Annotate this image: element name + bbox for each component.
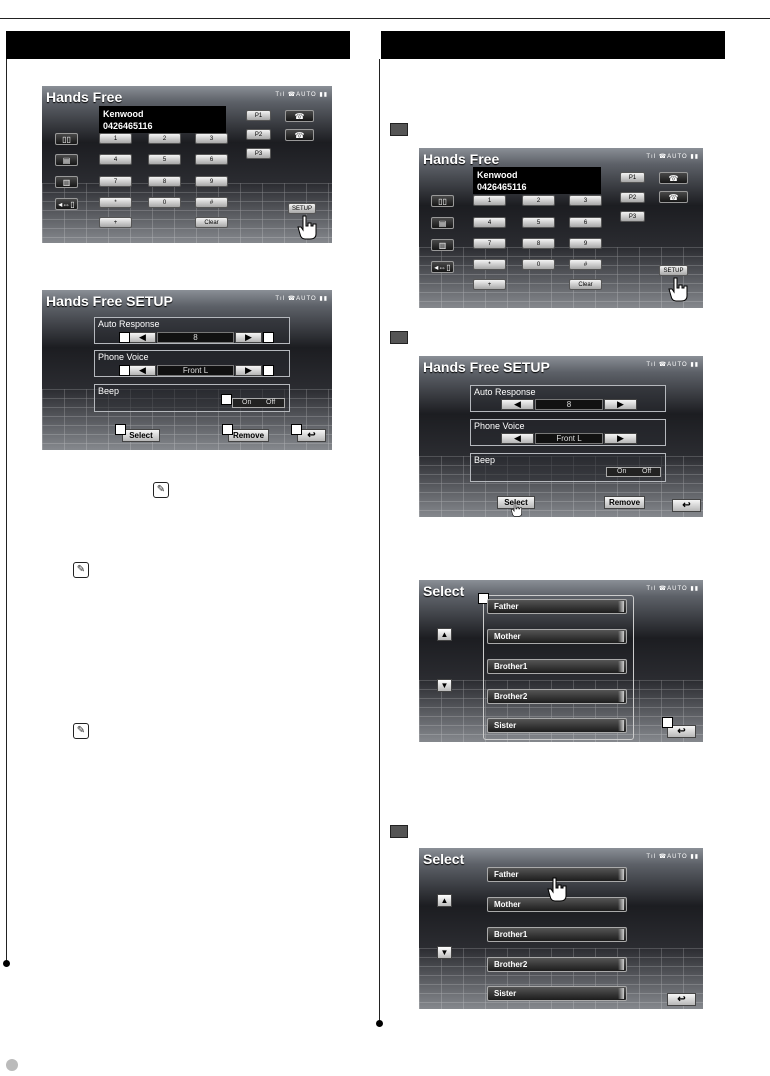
key-plus[interactable]: +: [473, 279, 506, 290]
phonebook-icon[interactable]: ▯▯: [431, 195, 454, 207]
list-item[interactable]: Brother2: [487, 689, 627, 704]
hand-pointer-icon: [506, 502, 528, 517]
page-marker: [6, 1059, 18, 1071]
hangup-icon[interactable]: ☎: [285, 129, 314, 141]
return-icon[interactable]: ↩: [667, 993, 696, 1006]
phone-voice-value: Front L: [157, 365, 234, 376]
screen-title: Hands Free: [423, 151, 500, 167]
left-column-rule: [6, 59, 7, 962]
hand-pointer-icon: [547, 876, 569, 902]
return-icon[interactable]: ↩: [297, 429, 326, 442]
voice-switch-icon[interactable]: ◂⇔▯: [431, 261, 454, 273]
dial-log-icon[interactable]: ▥: [431, 239, 454, 251]
auto-response-label: Auto Response: [474, 387, 536, 397]
callout-box: [291, 424, 302, 435]
dial-log-icon[interactable]: ▥: [55, 176, 78, 188]
scroll-up-icon[interactable]: ▲: [437, 628, 452, 641]
list-item[interactable]: Father: [487, 599, 627, 614]
beep-toggle[interactable]: [232, 398, 285, 408]
key-8[interactable]: 8: [522, 238, 555, 249]
step-marker-1: [390, 123, 408, 136]
phone-voice-panel: [470, 419, 666, 446]
list-item[interactable]: Brother1: [487, 927, 627, 942]
phone-voice-left-icon[interactable]: ◀: [501, 433, 534, 444]
caller-number: 0426465116: [477, 182, 527, 192]
list-item[interactable]: Father: [487, 867, 627, 882]
hand-pointer-icon: [668, 276, 690, 302]
status-icons: Tıl ☎AUTO ▮▮: [646, 154, 699, 160]
key-6[interactable]: 6: [195, 154, 228, 165]
call-list-icon[interactable]: ▤: [55, 154, 78, 166]
setup-button[interactable]: SETUP: [288, 203, 316, 214]
beep-on: On: [242, 399, 252, 406]
caller-name: Kenwood: [477, 170, 518, 180]
setup-wrench-icon: ✎: [73, 562, 89, 578]
screen-title: Hands Free: [46, 89, 123, 105]
call-icon[interactable]: ☎: [285, 110, 314, 122]
key-7[interactable]: 7: [473, 238, 506, 249]
key-9[interactable]: 9: [569, 238, 602, 249]
key-star[interactable]: *: [473, 259, 506, 270]
voice-switch-icon[interactable]: ◂⇔▯: [55, 198, 78, 210]
setup-button[interactable]: SETUP: [659, 265, 688, 276]
callout-box: [662, 717, 673, 728]
beep-toggle[interactable]: [606, 467, 661, 477]
phone-voice-right-icon[interactable]: ▶: [604, 433, 637, 444]
preset-p2[interactable]: P2: [246, 129, 271, 140]
key-5[interactable]: 5: [148, 154, 181, 165]
auto-response-panel: [94, 317, 290, 344]
hands-free-screen: [419, 148, 703, 308]
key-star[interactable]: *: [99, 197, 132, 208]
scroll-down-icon[interactable]: ▼: [437, 679, 452, 692]
list-item[interactable]: Sister: [487, 718, 627, 733]
left-end-dot: [3, 960, 10, 967]
key-1[interactable]: 1: [99, 133, 132, 144]
callout-box: [221, 394, 232, 405]
phone-voice-right-icon[interactable]: ▶: [235, 365, 262, 376]
caller-display: [473, 167, 601, 194]
phone-voice-label: Phone Voice: [98, 352, 149, 362]
step-marker-3: [390, 825, 408, 838]
call-list-icon[interactable]: ▤: [431, 217, 454, 229]
phonebook-icon[interactable]: ▯▯: [55, 133, 78, 145]
key-3[interactable]: 3: [569, 195, 602, 206]
beep-label: Beep: [474, 455, 496, 465]
right-column-rule: [379, 59, 380, 1022]
top-rule: [0, 18, 770, 19]
key-hash[interactable]: #: [569, 259, 602, 270]
screen-title: Hands Free SETUP: [46, 293, 173, 309]
auto-response-right-icon[interactable]: ▶: [235, 332, 262, 343]
key-0[interactable]: 0: [522, 259, 555, 270]
auto-response-right-icon[interactable]: ▶: [604, 399, 637, 410]
phone-voice-value: Front L: [535, 433, 603, 444]
remove-button[interactable]: Remove: [604, 496, 645, 509]
list-item[interactable]: Mother: [487, 897, 627, 912]
key-0[interactable]: 0: [148, 197, 181, 208]
select-screen: [419, 580, 703, 742]
status-icons: Tıl ☎AUTO ▮▮: [646, 854, 699, 860]
screen-title: Select: [423, 851, 465, 867]
call-icon[interactable]: ☎: [659, 172, 688, 184]
phone-voice-label: Phone Voice: [474, 421, 525, 431]
preset-p3[interactable]: P3: [246, 148, 271, 159]
key-7[interactable]: 7: [99, 176, 132, 187]
key-hash[interactable]: #: [195, 197, 228, 208]
preset-p1[interactable]: P1: [246, 110, 271, 121]
auto-response-left-icon[interactable]: ◀: [129, 332, 156, 343]
auto-response-label: Auto Response: [98, 319, 160, 329]
setup-wrench-icon: ✎: [153, 482, 169, 498]
hands-free-screen: [42, 86, 332, 243]
beep-panel: [94, 384, 290, 412]
phone-voice-left-icon[interactable]: ◀: [129, 365, 156, 376]
auto-response-left-icon[interactable]: ◀: [501, 399, 534, 410]
clear-button[interactable]: Clear: [569, 279, 602, 290]
remove-button[interactable]: Remove: [228, 429, 269, 442]
callout-box: [115, 424, 126, 435]
auto-response-value: 8: [535, 399, 603, 410]
beep-label: Beep: [98, 386, 120, 396]
status-icons: Tıl ☎AUTO ▮▮: [275, 92, 328, 98]
floor-grid: [419, 247, 703, 308]
status-icons: Tıl ☎AUTO ▮▮: [646, 362, 699, 368]
beep-off: Off: [266, 399, 276, 406]
setup-screen: [419, 356, 703, 517]
screen-title: Hands Free SETUP: [423, 359, 550, 375]
return-icon[interactable]: ↩: [672, 499, 701, 512]
caller-name: Kenwood: [103, 109, 144, 119]
key-8[interactable]: 8: [148, 176, 181, 187]
key-4[interactable]: 4: [99, 154, 132, 165]
preset-p1[interactable]: P1: [620, 172, 645, 183]
step-marker-2: [390, 331, 408, 344]
key-2[interactable]: 2: [522, 195, 555, 206]
callout-box: [119, 332, 130, 343]
return-icon[interactable]: ↩: [667, 725, 696, 738]
left-section-header: [6, 31, 350, 59]
key-3[interactable]: 3: [195, 133, 228, 144]
list-item[interactable]: Brother1: [487, 659, 627, 674]
select-screen: [419, 848, 703, 1009]
callout-box: [263, 332, 274, 343]
beep-off: Off: [642, 468, 652, 475]
list-item[interactable]: Brother2: [487, 957, 627, 972]
key-4[interactable]: 4: [473, 217, 506, 228]
list-item[interactable]: Sister: [487, 986, 627, 1001]
right-end-dot: [376, 1020, 383, 1027]
callout-box: [119, 365, 130, 376]
hangup-icon[interactable]: ☎: [659, 191, 688, 203]
key-6[interactable]: 6: [569, 217, 602, 228]
select-button[interactable]: Select: [122, 429, 160, 442]
clear-button[interactable]: Clear: [195, 217, 228, 228]
preset-p2[interactable]: P2: [620, 192, 645, 203]
callout-box: [263, 365, 274, 376]
status-icons: Tıl ☎AUTO ▮▮: [646, 586, 699, 592]
phone-voice-panel: [94, 350, 290, 377]
setup-wrench-icon: ✎: [73, 723, 89, 739]
key-5[interactable]: 5: [522, 217, 555, 228]
key-2[interactable]: 2: [148, 133, 181, 144]
scroll-down-icon[interactable]: ▼: [437, 946, 452, 959]
hand-pointer-icon: [297, 214, 319, 240]
auto-response-panel: [470, 385, 666, 412]
right-section-header: [381, 31, 725, 59]
beep-panel: [470, 453, 666, 482]
select-button[interactable]: Select: [497, 496, 535, 509]
list-item[interactable]: Mother: [487, 629, 627, 644]
key-plus[interactable]: +: [99, 217, 132, 228]
screen-title: Select: [423, 583, 465, 599]
key-1[interactable]: 1: [473, 195, 506, 206]
scroll-up-icon[interactable]: ▲: [437, 894, 452, 907]
caller-display: [99, 106, 226, 133]
caller-number: 0426465116: [103, 121, 153, 131]
setup-screen: [42, 290, 332, 450]
preset-p3[interactable]: P3: [620, 211, 645, 222]
key-9[interactable]: 9: [195, 176, 228, 187]
auto-response-value: 8: [157, 332, 234, 343]
callout-box: [222, 424, 233, 435]
beep-on: On: [617, 468, 627, 475]
status-icons: Tıl ☎AUTO ▮▮: [275, 296, 328, 302]
